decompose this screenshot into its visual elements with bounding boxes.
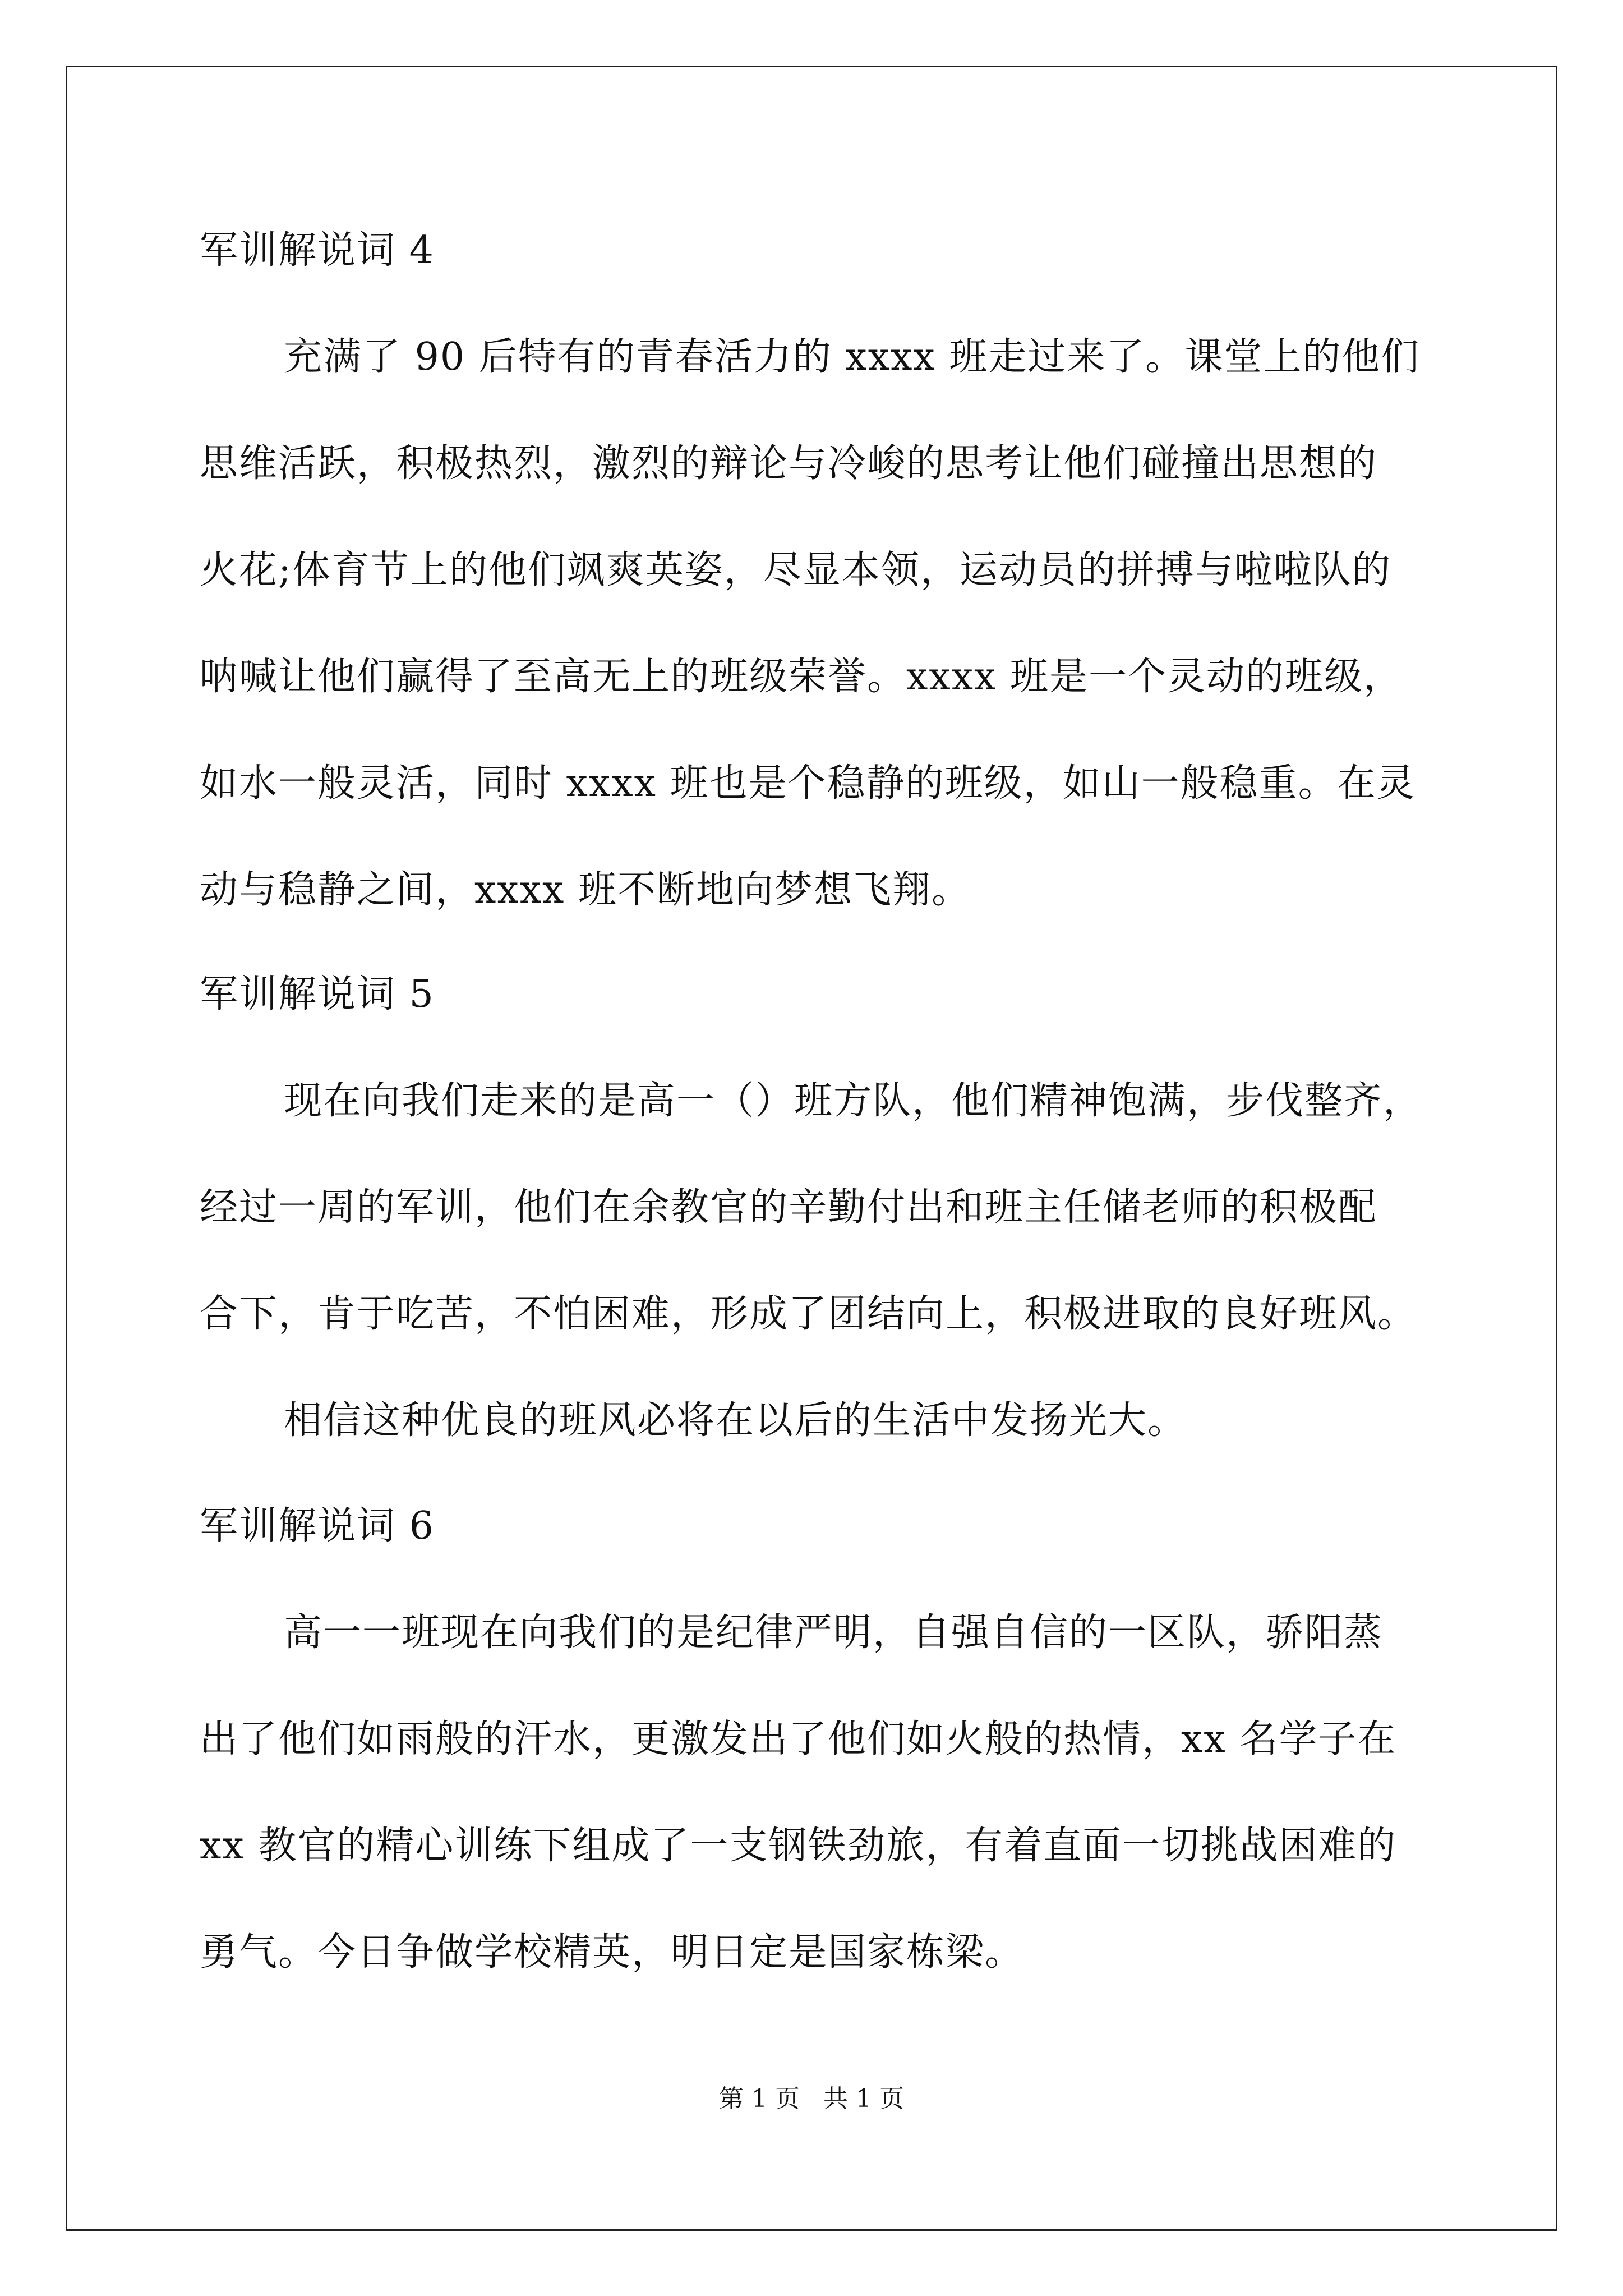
paragraph-line: 充满了 90 后特有的青春活力的 xxxx 班走过来了。课堂上的他们 — [284, 335, 1421, 379]
paragraph-line: 如水一般灵活，同时 xxxx 班也是个稳静的班级，如山一般稳重。在灵 — [200, 761, 1416, 806]
paragraph-line: 现在向我们走来的是高一（）班方队，他们精神饱满，步伐整齐， — [284, 1079, 1423, 1123]
page-footer — [0, 2082, 1623, 2116]
paragraph-line: 呐喊让他们赢得了至高无上的班级荣誉。xxxx 班是一个灵动的班级， — [200, 655, 1403, 699]
paragraph-line: 出了他们如雨般的汗水，更激发出了他们如火般的热情，xx 名学子在 — [200, 1717, 1397, 1761]
paragraph-line: 相信这种优良的班风必将在以后的生活中发扬光大。 — [284, 1398, 1187, 1443]
page-total: 共 1 页 — [823, 2085, 904, 2113]
section-heading: 军训解说词 6 — [200, 1504, 435, 1548]
paragraph-line: 高一一班现在向我们的是纪律严明，自强自信的一区队，骄阳蒸 — [284, 1611, 1384, 1655]
paragraph-line: 思维活跃，积极热烈，激烈的辩论与冷峻的思考让他们碰撞出思想的 — [200, 441, 1378, 486]
page-number: 第 1 页 — [719, 2085, 800, 2113]
section-heading: 军训解说词 5 — [200, 972, 435, 1016]
paragraph-line: 勇气。今日争做学校精英，明日定是国家栋梁。 — [200, 1930, 1025, 1975]
paragraph-line: 合下，肯于吃苦，不怕困难，形成了团结向上，积极进取的良好班风。 — [200, 1292, 1417, 1336]
section-heading: 军训解说词 4 — [200, 228, 435, 273]
paragraph-line: 经过一周的军训，他们在余教官的辛勤付出和班主任储老师的积极配 — [200, 1185, 1378, 1230]
paragraph-line: xx 教官的精心训练下组成了一支钢铁劲旅，有着直面一切挑战困难的 — [200, 1824, 1397, 1868]
paragraph-line: 动与稳静之间，xxxx 班不断地向梦想飞翔。 — [200, 868, 971, 912]
paragraph-line: 火花;体育节上的他们飒爽英姿，尽显本领，运动员的拼搏与啦啦队的 — [200, 548, 1391, 592]
page-border — [66, 66, 1557, 2231]
